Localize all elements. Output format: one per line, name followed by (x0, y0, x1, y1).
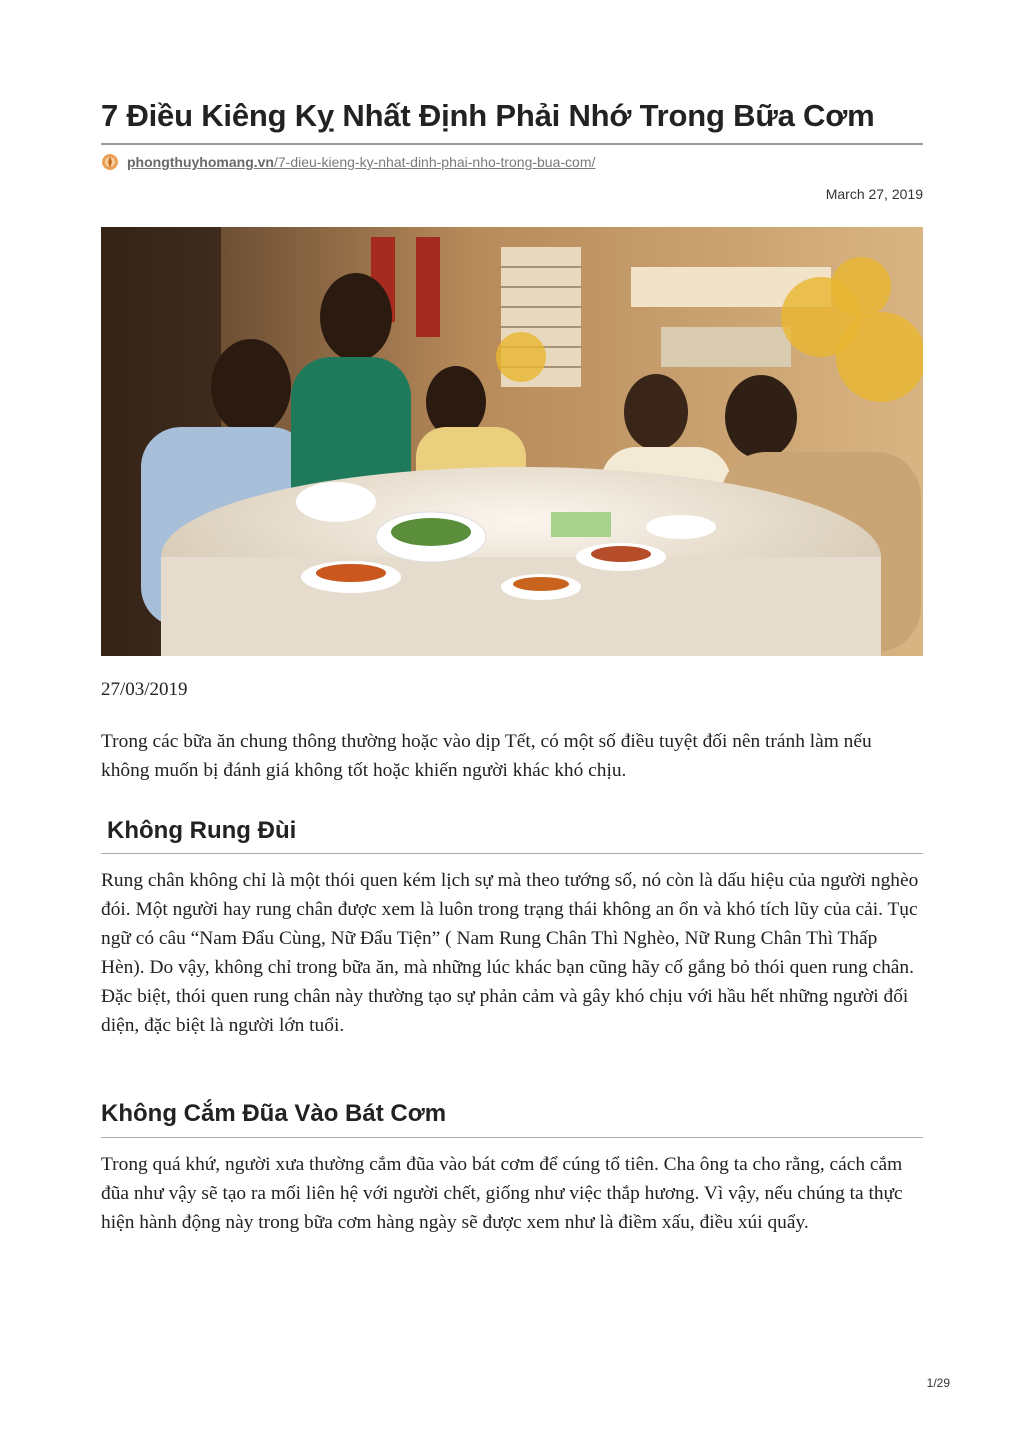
source-domain: phongthuyhomang.vn (127, 154, 274, 170)
page-indicator: 1/29 (926, 1376, 950, 1390)
section-divider (101, 853, 923, 854)
site-favicon-icon (101, 153, 119, 171)
source-line (101, 152, 595, 172)
section-paragraph: Trong quá khứ, người xưa thường cắm đũa vào bát cơm để cúng tổ tiên. Cha ông ta cho rằng, cách cắm đũa như vậy sẽ tạo ra mối liên hệ với người chết, giống như việc thắp hương. Vì vậy, nếu chúng ta thực hiện hành động này trong bữa cơm hàng ngày sẽ được xem như là điềm xấu, điều xúi quẩy. (101, 1154, 903, 1233)
section-paragraph: Rung chân không chỉ là một thói quen kém lịch sự mà theo tướng số, nó còn là dấu hiệu của người nghèo đói. Một người hay rung chân được xem là luôn trong trạng thái không an ổn và khó tích lũy của cải. Tục ngữ có câu “Nam Đẩu Cùng, Nữ Đẩu Tiện” ( Nam Rung Chân Thì Nghèo, Nữ Rung Chân Thì Thấp Hèn). Do vậy, không chỉ trong bữa ăn, mà những lúc khác bạn cũng hãy cố gắng bỏ thói quen rung chân. Đặc biệt, thói quen rung chân này thường tạo sự phản cảm và gây khó chịu với hầu hết những người đối diện, đặc biệt là người lớn tuổi. (101, 870, 919, 1036)
intro-paragraph: Trong các bữa ăn chung thông thường hoặc vào dịp Tết, có một số điều tuyệt đối nên tránh làm nếu không muốn bị đánh giá không tốt hoặc khiến người khác khó chịu. (101, 731, 872, 781)
source-link[interactable] (127, 154, 595, 170)
hero-image (101, 227, 923, 656)
source-path: /7-dieu-kieng-ky-nhat-dinh-phai-nho-trong-bua-com/ (273, 154, 596, 170)
post-date: 27/03/2019 (101, 679, 188, 700)
section-heading: Không Cắm Đũa Vào Bát Cơm (101, 1100, 447, 1127)
title-divider (101, 143, 923, 145)
section-divider (101, 1137, 923, 1138)
section-heading: Không Rung Đùi (107, 817, 297, 844)
header-date: March 27, 2019 (825, 186, 923, 202)
article-title: 7 Điều Kiêng Kỵ Nhất Định Phải Nhớ Trong Bữa Cơm (101, 98, 875, 133)
